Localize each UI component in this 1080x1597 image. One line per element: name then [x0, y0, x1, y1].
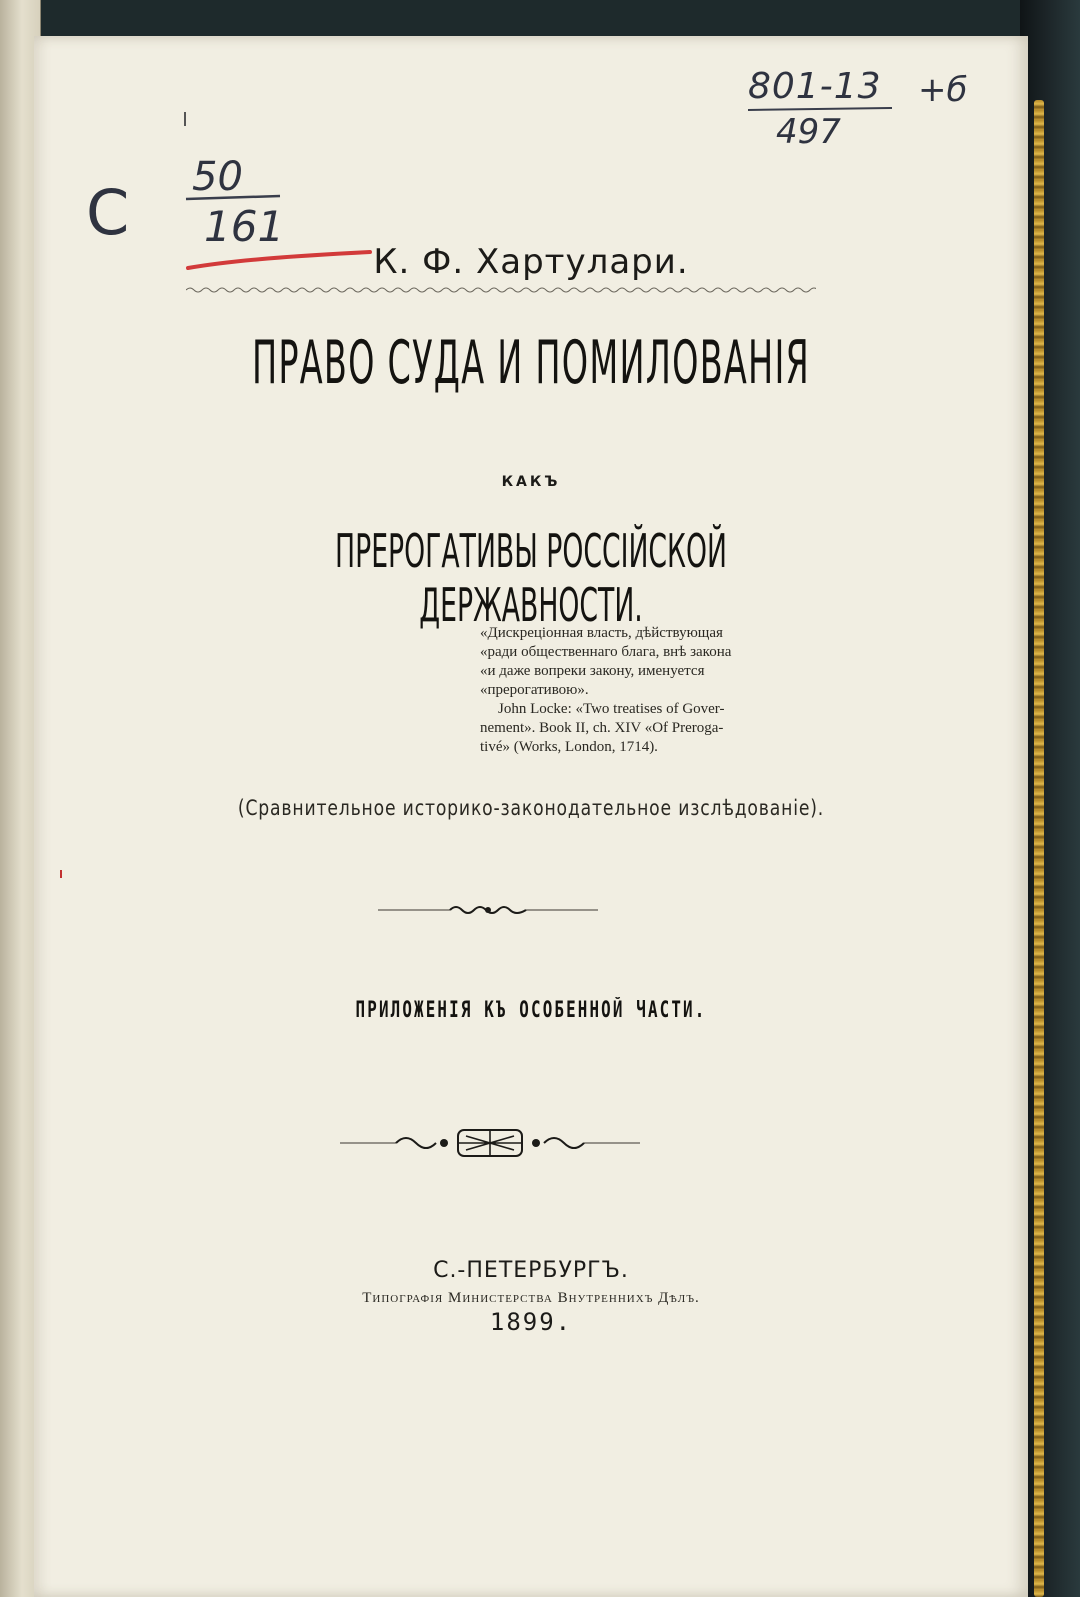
shelfmark-bottom-line: 497: [776, 112, 841, 152]
shelfmark-fraction-bottom: 161: [204, 202, 285, 251]
epigraph-line: «ради общественнаго блага, внѣ закона: [480, 644, 732, 660]
red-pencil-strike: [184, 248, 374, 272]
stray-pencil-mark: [184, 112, 186, 126]
shelfmark-suffix: +б: [918, 70, 968, 110]
epigraph-line: «и даже вопреки закону, именуется: [480, 663, 705, 679]
book-binding: [1020, 0, 1080, 1597]
wavy-rule: [186, 286, 816, 294]
title-page: [34, 36, 1028, 1597]
subtitle: ПРЕРОГАТИВЫ РОССІЙСКОЙ ДЕРЖАВНОСТИ.: [335, 524, 727, 632]
shelfmark-top-line: 801-13: [748, 66, 882, 107]
shelfmark-fraction-top: 50: [192, 154, 243, 200]
ornamental-rule-small: [378, 902, 598, 918]
shelfmark-left-letter: C: [86, 176, 130, 249]
epigraph-line: «Дискреціонная власть, дѣйствующая: [480, 625, 723, 641]
imprint-city: С.-ПЕТЕРБУРГЪ.: [433, 1258, 629, 1283]
epigraph-line: «прерогативою».: [480, 682, 589, 698]
appendix-heading: ПРИЛОЖЕНІЯ КЪ ОСОБЕННОЙ ЧАСТИ.: [355, 998, 707, 1023]
conjunction-kak: КАКЪ: [501, 474, 561, 490]
gilded-binding-edge: [1034, 100, 1044, 1597]
research-description: (Сравнительное историко-законодательное изслѣдованіе).: [237, 796, 825, 820]
shelfmark-fraction-bar: [184, 194, 284, 202]
red-tick-mark: [60, 870, 62, 878]
author-name: К. Ф. Хартулари.: [373, 242, 689, 282]
epigraph-line: tivé» (Works, London, 1714).: [480, 739, 658, 755]
ornamental-rule-large: [340, 1126, 640, 1160]
imprint-printer: Типографія Министерства Внутреннихъ Дѣлъ.: [362, 1290, 700, 1306]
imprint-year: 1899.: [489, 1308, 573, 1336]
epigraph: [480, 624, 850, 757]
main-title: ПРАВО СУДА И ПОМИЛОВАНІЯ: [251, 328, 811, 398]
epigraph-line: nement». Book II, ch. XIV «Of Preroga-: [480, 720, 724, 736]
epigraph-line: John Locke: «Two treatises of Gover-: [498, 701, 725, 717]
